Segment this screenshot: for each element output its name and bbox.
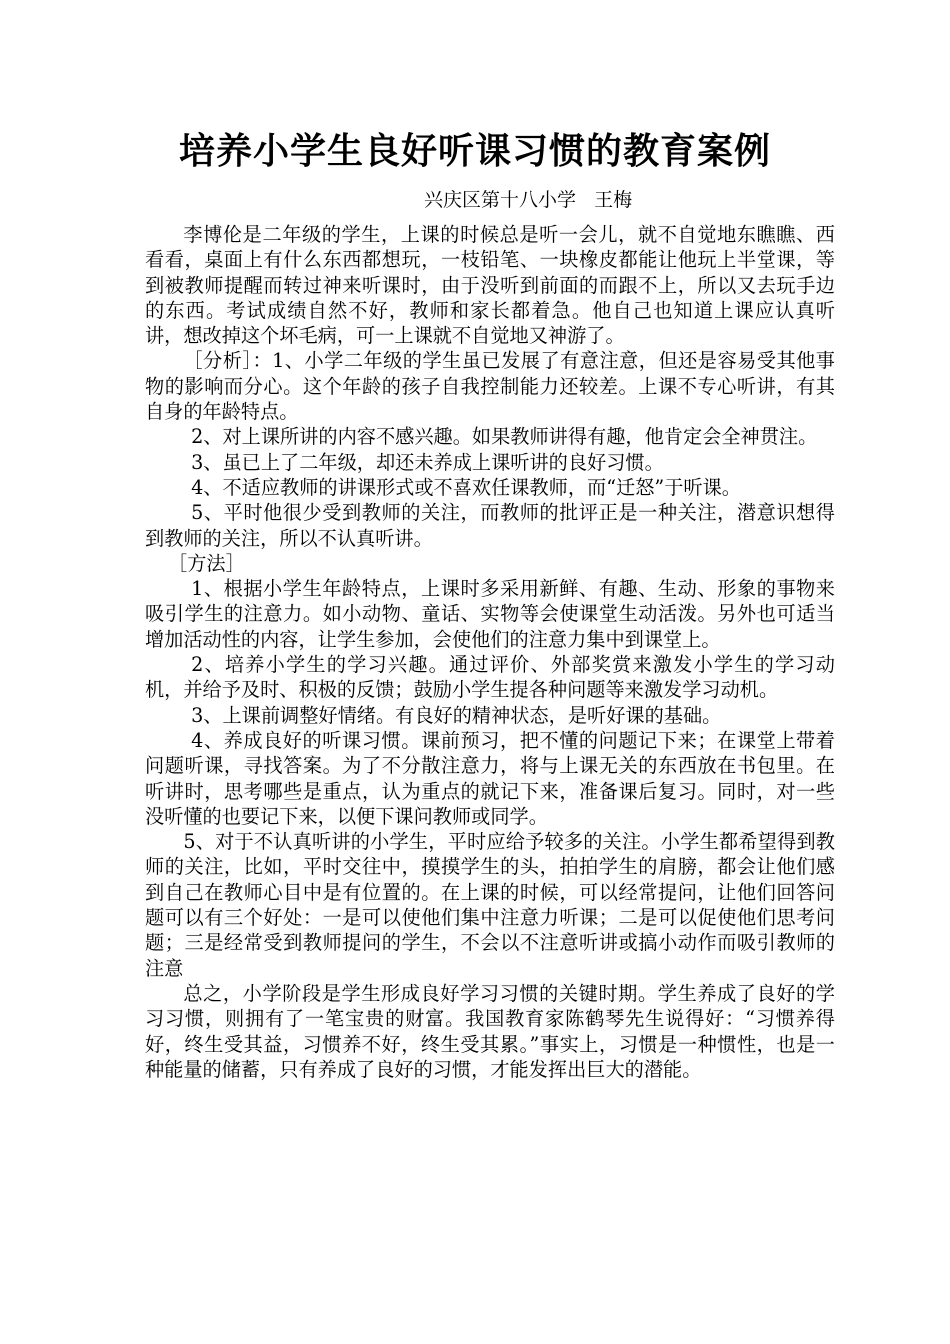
method-point-3: 3、上课前调整好情绪。有良好的精神状态，是听好课的基础。 <box>191 703 722 727</box>
analysis-point-1: ［分析］：1、小学二年级的学生虽已发展了有意注意，但还是容易受其他事物的影响而分心。这个年龄的孩子自我控制能力还较差。上课不专心听讲，有其自身的年龄特点。 <box>145 349 835 424</box>
analysis-point-4: 4、不适应教师的讲课形式或不喜欢任课教师，而“迁怒”于听课。 <box>191 475 741 499</box>
method-point-2: 2、培养小学生的学习兴趣。通过评价、外部奖赏来激发小学生的学习动机，并给予及时、积极的反馈；鼓励小学生提各种问题等来激发学习动机。 <box>145 653 835 702</box>
method-point-5: 5、对于不认真听讲的小学生，平时应给予较多的关注。小学生都希望得到教师的关注，比如，平时交往中，摸摸学生的头，拍拍学生的肩膀，都会让他们感到自己在教师心目中是有位置的。在上课的时候，可以经常提问，让他们回答问题可以有三个好处：一是可以使他们集中注意力听课；二是可以促使他们思考问题；三是经常受到教师提问的学生，不会以不注意听讲或搞小动作而吸引教师的注意 <box>145 830 835 980</box>
analysis-point-3: 3、虽已上了二年级，却还未养成上课听讲的良好习惯。 <box>191 450 664 474</box>
case-description-paragraph: 李博伦是二年级的学生，上课的时候总是听一会儿，就不自觉地东瞧瞧、西看看，桌面上有什么东西都想玩，一枝铅笔、一块橡皮都能让他玩上半堂课，等到被教师提醒而转过神来听课时，由于没听到前面的而跟不上，所以又去玩手边的东西。考试成绩自然不好，教师和家长都着急。他自己也知道上课应认真听讲，想改掉这个坏毛病，可一上课就不自觉地又神游了。 <box>145 223 835 348</box>
analysis-point-5: 5、平时他很少受到教师的关注，而教师的批评正是一种关注，潜意识想得到教师的关注，所以不认真听讲。 <box>145 501 835 550</box>
document-body <box>145 222 835 1082</box>
document-title: 培养小学生良好听课习惯的教育案例 <box>178 130 771 172</box>
analysis-point-2: 2、对上课所讲的内容不感兴趣。如果教师讲得有趣，他肯定会全神贯注。 <box>191 425 818 449</box>
conclusion-paragraph: 总之，小学阶段是学生形成良好学习习惯的关键时期。学生养成了良好的学习习惯，则拥有了一笔宝贵的财富。我国教育家陈鹤琴先生说得好：“习惯养得好，终生受其益，习惯养不好，终生受其累。”事实上，习惯是一种惯性，也是一种能量的储蓄，只有养成了良好的习惯，才能发挥出巨大的潜能。 <box>145 981 835 1081</box>
method-heading: ［方法］ <box>168 551 245 575</box>
author-line: 兴庆区第十八小学 王梅 <box>424 189 633 211</box>
method-point-4: 4、养成良好的听课习惯。课前预习，把不懂的问题记下来；在课堂上带着问题听课，寻找答案。为了不分散注意力，将与上课无关的东西放在书包里。在听讲时，思考哪些是重点，认为重点的就记下来，准备课后复习。同时，对一些没听懂的也要记下来，以便下课问教师或同学。 <box>145 728 835 828</box>
method-point-1: 1、根据小学生年龄特点，上课时多采用新鲜、有趣、生动、形象的事物来吸引学生的注意力。如小动物、童话、实物等会使课堂生动活泼。另外也可适当增加活动性的内容，让学生参加，会使他们的注意力集中到课堂上。 <box>145 577 835 651</box>
